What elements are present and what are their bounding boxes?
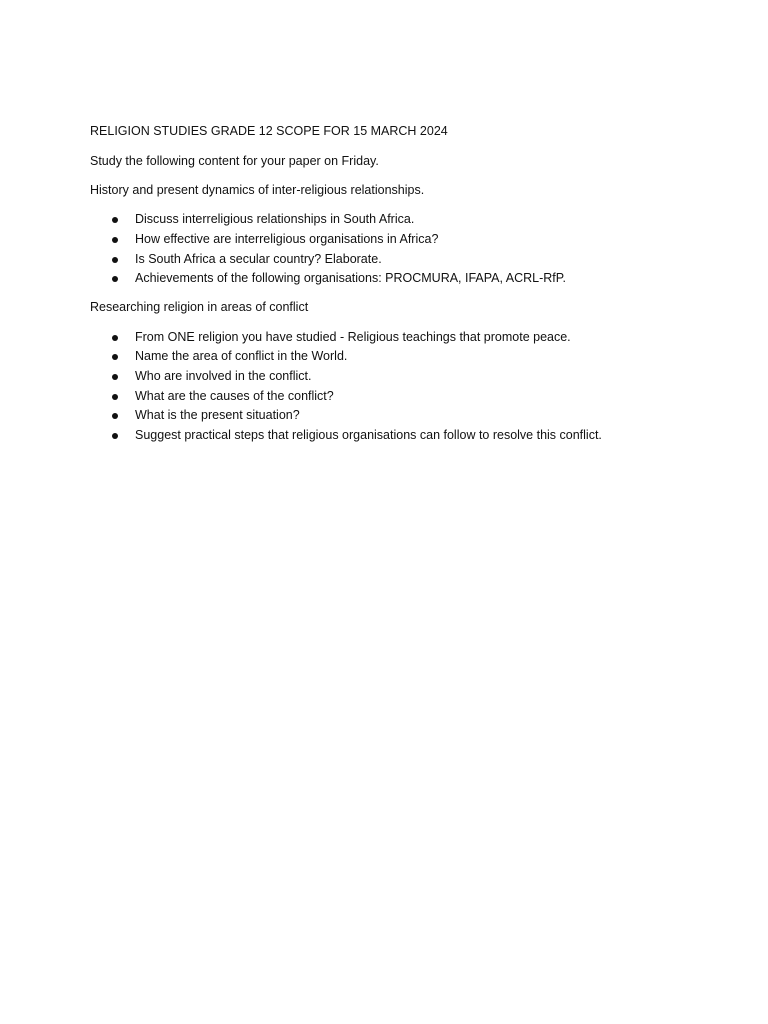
list-item-text: Achievements of the following organisations: PROCMURA, IFAPA, ACRL-RfP. <box>135 271 566 286</box>
document-title: RELIGION STUDIES GRADE 12 SCOPE FOR 15 MARCH 2024 <box>90 124 448 138</box>
document-intro: Study the following content for your paper on Friday. <box>90 153 379 168</box>
list-item <box>90 367 690 387</box>
section-heading-inter-religious: History and present dynamics of inter-religious relationships. <box>90 182 425 197</box>
list-item <box>90 269 690 289</box>
bullet-icon <box>112 335 118 341</box>
list-item <box>90 347 690 367</box>
list-item <box>90 250 690 270</box>
list-item <box>90 406 690 426</box>
section-heading-conflict: Researching religion in areas of conflict <box>90 300 309 315</box>
list-item <box>90 328 690 348</box>
list-item-text: What is the present situation? <box>135 408 300 423</box>
bullet-icon <box>112 257 118 263</box>
bullet-icon <box>112 237 118 243</box>
document-page <box>90 122 690 455</box>
section-list-conflict <box>90 328 690 446</box>
list-item-text: Is South Africa a secular country? Elaborate. <box>135 251 382 266</box>
list-item <box>90 210 690 230</box>
bullet-icon <box>112 413 118 419</box>
list-item-text: Who are involved in the conflict. <box>135 369 312 384</box>
bullet-icon <box>112 374 118 380</box>
section-list-inter-religious <box>90 210 690 289</box>
list-item <box>90 230 690 250</box>
list-item-text: Discuss interreligious relationships in South Africa. <box>135 212 415 227</box>
bullet-icon <box>112 394 118 400</box>
bullet-icon <box>112 433 118 439</box>
list-item <box>90 387 690 407</box>
list-item-text: From ONE religion you have studied - Religious teachings that promote peace. <box>135 329 571 344</box>
list-item-text: Name the area of conflict in the World. <box>135 349 348 364</box>
bullet-icon <box>112 276 118 282</box>
list-item-text: What are the causes of the conflict? <box>135 388 334 403</box>
list-item-text: How effective are interreligious organisations in Africa? <box>135 231 439 246</box>
bullet-icon <box>112 354 118 360</box>
list-item <box>90 426 690 446</box>
list-item-text: Suggest practical steps that religious organisations can follow to resolve this conflict. <box>135 428 602 443</box>
bullet-icon <box>112 217 118 223</box>
